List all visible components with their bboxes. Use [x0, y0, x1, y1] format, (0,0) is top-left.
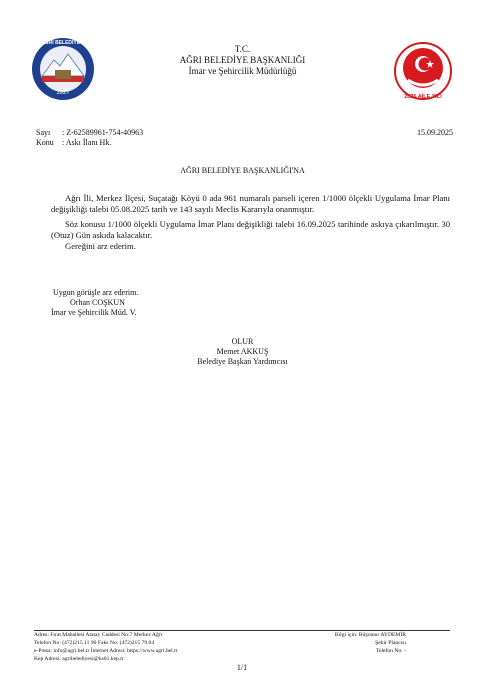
document-date: 15.09.2025	[417, 128, 453, 137]
body-paragraph-1: Ağrı İli, Merkez İlçesi, Suçatağı Köyü 0 ada 961 numaralı parseli içeren 1/1000 ölçekli Uygulama İmar Planı değişikliği talebi 05.08.2025 tarih ve 143 sayılı Meclis Kararıyla onanmıştır.	[51, 193, 450, 214]
info-contact: Bilgi için: Büşranur AYDEMİR	[334, 632, 406, 638]
signature-1-note: Uygun görüşle arz ederim.	[53, 288, 139, 297]
signature-2-title: Belediye Başkan Yardımcısı	[197, 357, 288, 366]
logo-text-top: AĞRI BELEDİYESİ	[41, 40, 85, 46]
header-institution: AĞRI BELEDİYE BAŞKANLIĞI	[179, 55, 306, 65]
footer-info	[320, 631, 406, 655]
municipality-logo	[30, 36, 96, 102]
logo-caption: 2025 AİLE YILI	[404, 94, 442, 100]
info-title: Şehir Plancısı	[375, 640, 406, 646]
signature-block-2	[170, 337, 315, 367]
sayi-label: Sayı	[36, 128, 51, 137]
header-tc: T.C.	[234, 44, 251, 54]
signature-2-olur: OLUR	[231, 337, 254, 346]
family-year-logo	[390, 38, 456, 104]
page-number: 1/1	[236, 663, 248, 672]
recipient: AĞRI BELEDİYE BAŞKANLIĞI'NA	[180, 166, 305, 175]
header-department: İmar ve Şehircilik Müdürlüğü	[188, 66, 297, 76]
konu-value: Askı İlanı Hk.	[65, 138, 112, 147]
signature-1-title: İmar ve Şehircilik Müd. V.	[51, 308, 137, 317]
signature-2-name: Memet AKKUŞ	[216, 347, 269, 356]
body-paragraph-2: Söz konusu 1/1000 ölçekli Uygulama İmar Planı değişikliği talebi 16.09.2025 tarihinde askıya çıkarılmıştır. 30 (Otuz) Gün askıda kalacaktır.	[51, 219, 450, 240]
sayi-row: Sayı : Z-62589961-754-40963	[36, 128, 144, 137]
letterhead	[140, 44, 345, 77]
footer-kep: Kep Adresi: agribelediyesi@hs01.kep.tr	[34, 656, 124, 662]
signature-block-1	[51, 288, 201, 318]
info-phone: Telefon No: -	[375, 648, 406, 654]
footer-contact	[34, 631, 324, 663]
sayi-value: Z-62589961-754-40963	[66, 128, 144, 137]
footer-phone: Telefon No: (472)215 11 90 Faks No: (472)215 79 04	[34, 640, 155, 646]
logo-year: 1927	[56, 90, 70, 96]
konu-label: Konu	[36, 138, 54, 147]
footer-email: e-Posta: info@agri.bel.tr İnternet Adresi: https://www.agri.bel.tr	[34, 648, 178, 654]
footer-address: Adres: Fırat Mahallesi Atatay Caddesi No:7 Merkez Ağrı	[34, 632, 163, 638]
signature-1-name: Orhan COŞKUN	[70, 298, 125, 307]
body-paragraph-3: Gereğini arz ederim.	[65, 241, 136, 251]
konu-row: Konu : Askı İlanı Hk.	[36, 138, 112, 147]
